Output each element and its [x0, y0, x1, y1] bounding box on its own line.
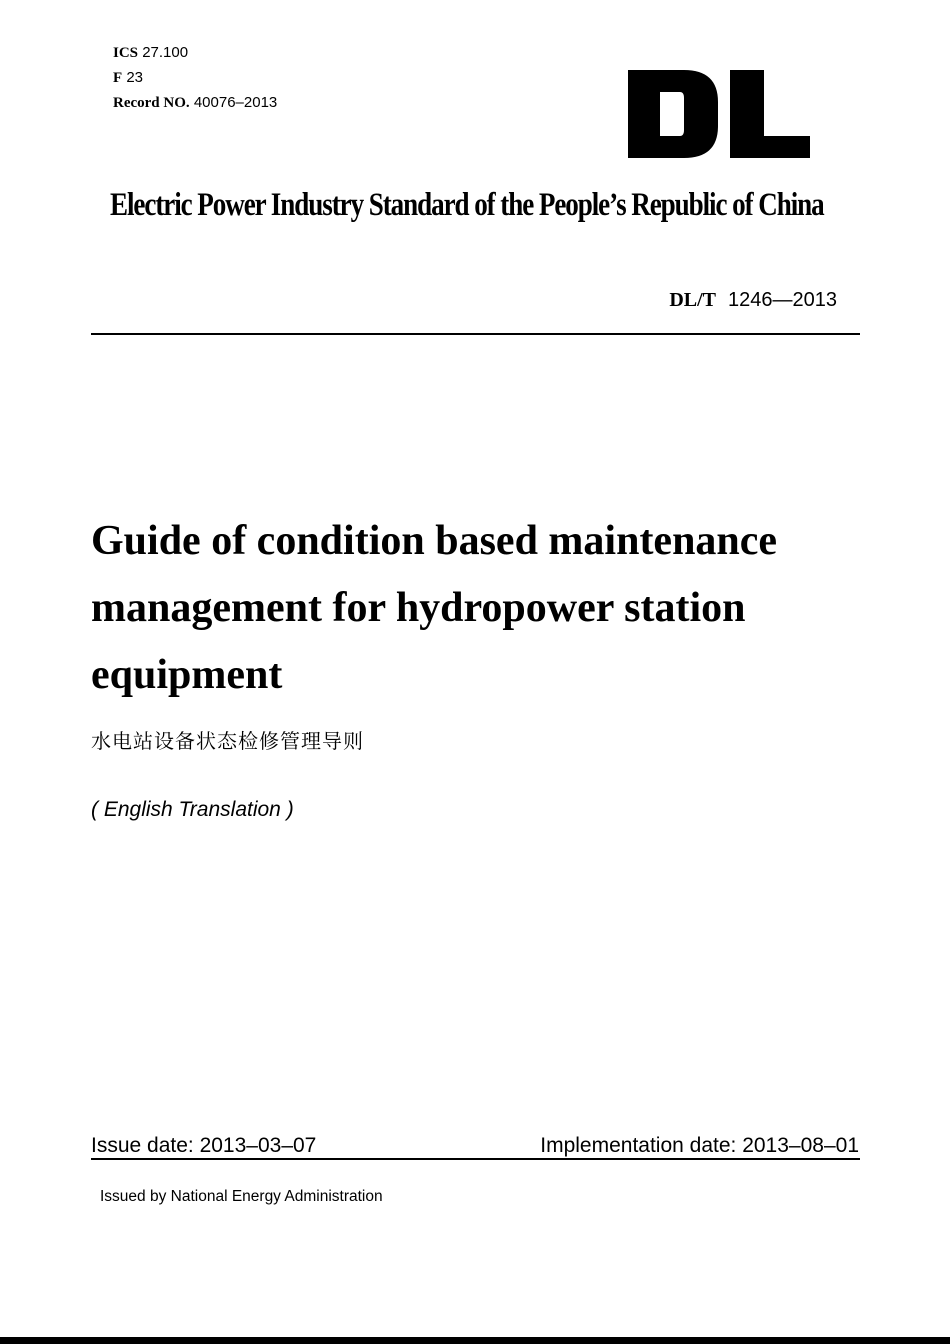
- title-line-3: equipment: [91, 652, 283, 698]
- standard-prefix: DL/T: [669, 289, 717, 311]
- classification-code: [113, 69, 143, 87]
- translation-note: ( English Translation ): [91, 798, 294, 821]
- dl-logo-letter-l: [730, 70, 810, 158]
- industry-standard-title: Electric Power Industry Standard of the People’s Republic of China: [110, 187, 824, 223]
- bottom-divider: [91, 1158, 860, 1160]
- top-divider: [91, 333, 860, 335]
- record-label: Record NO.: [113, 95, 190, 111]
- issue-date: Issue date: 2013–03–07: [91, 1134, 317, 1157]
- document-title: [91, 508, 851, 709]
- dl-logo-letter-d: [628, 70, 718, 158]
- issuing-authority: Issued by National Energy Administration: [100, 1188, 383, 1205]
- record-number: [113, 94, 277, 112]
- page-bottom-edge: [0, 1337, 950, 1344]
- classification-label: F: [113, 70, 123, 86]
- standard-code: 1246—2013: [728, 289, 837, 311]
- title-line-2: management for hydropower station: [91, 585, 746, 631]
- standard-number: [669, 288, 837, 312]
- classification-value: 23: [126, 69, 144, 86]
- implementation-date: Implementation date: 2013–08–01: [540, 1134, 859, 1157]
- dl-logo: [626, 62, 812, 162]
- title-line-1: Guide of condition based maintenance: [91, 518, 778, 564]
- ics-code: [113, 44, 188, 62]
- ics-label: ICS: [113, 45, 139, 61]
- record-value: 40076–2013: [193, 94, 278, 111]
- chinese-title: 水电站设备状态检修管理导则: [91, 729, 364, 753]
- ics-value: 27.100: [142, 44, 189, 61]
